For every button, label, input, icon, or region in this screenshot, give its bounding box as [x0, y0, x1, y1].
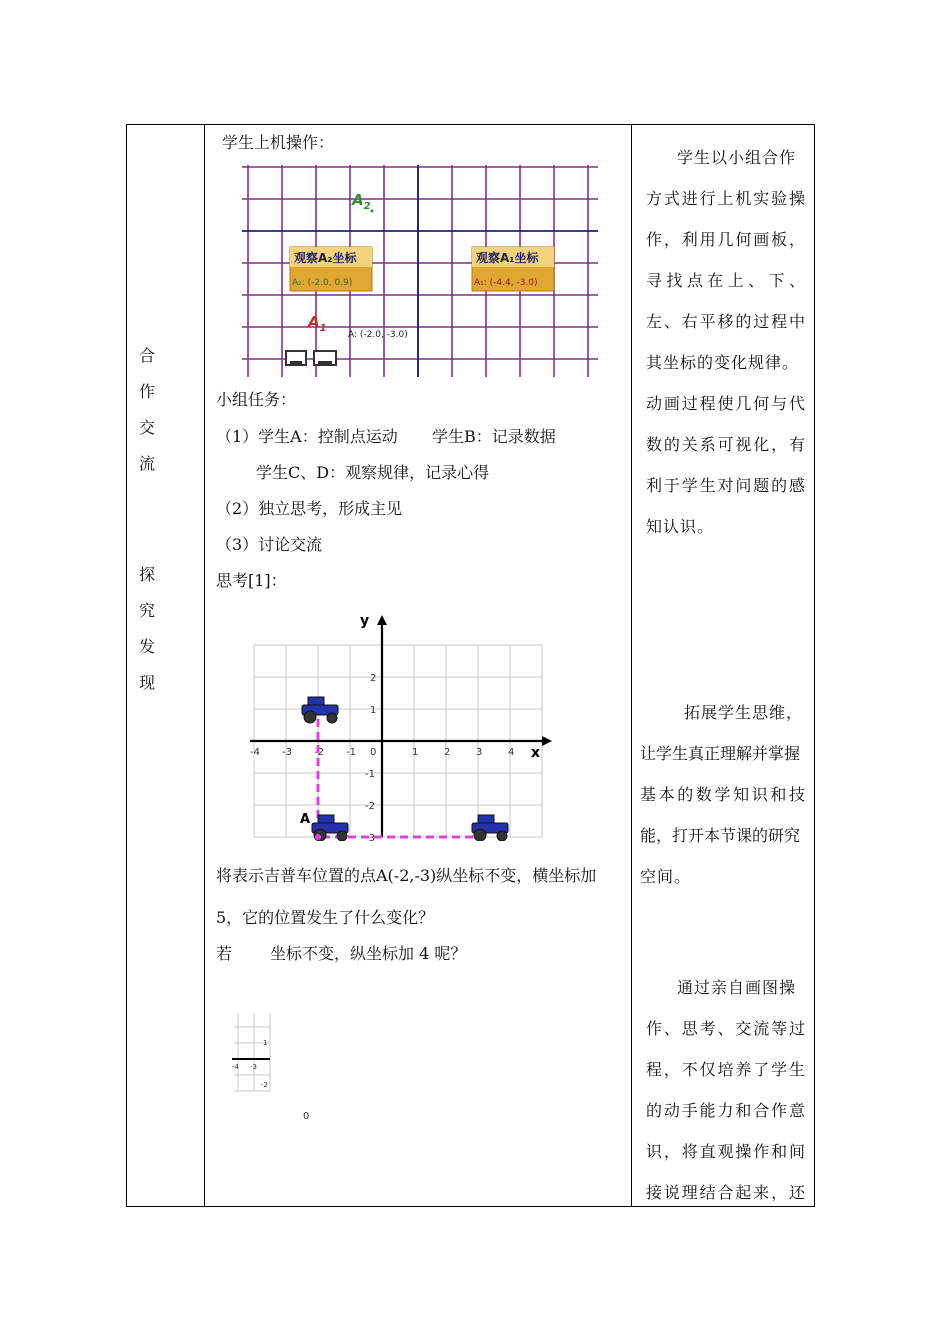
- intent-line: 其坐标的变化规律。: [646, 353, 800, 372]
- activity-column: [206, 125, 632, 1206]
- task2: （2）独立思考，形成主见: [216, 499, 403, 518]
- point-a-marker: [315, 834, 321, 840]
- intent-line: 作，利用几何画板，: [646, 230, 806, 249]
- geometry-sketchpad-screenshot: [242, 161, 598, 379]
- question2-start: 若: [216, 944, 233, 963]
- intent-line: 动画过程使几何与代: [646, 394, 806, 413]
- label-a1: $A_1$: [308, 313, 327, 334]
- intent-line: 让学生真正理解并掌握: [640, 744, 801, 763]
- task1-c: 学生C、D：观察规律，记录心得: [256, 463, 490, 482]
- task3: （3）讨论交流: [216, 535, 323, 554]
- intent-line: 接说理结合起来，还: [646, 1183, 806, 1202]
- design-intent-column: [632, 125, 815, 1206]
- task1-a: （1）学生A：控制点运动: [216, 427, 398, 446]
- x-tick: -4: [250, 747, 260, 758]
- y-tick: -2: [365, 801, 375, 812]
- coordinate-chart: [246, 611, 566, 841]
- coord-a-readout: A: (-2.0, -3.0): [348, 330, 408, 340]
- task1-b: 学生B：记录数据: [432, 427, 556, 446]
- observe-a2-box[interactable]: [290, 247, 372, 291]
- group-task-label: 小组任务：: [216, 390, 297, 409]
- question1-line2: 5，它的位置发生了什么变化？: [216, 908, 435, 927]
- tractor-icon: [302, 697, 338, 723]
- x-axis-label: x: [531, 745, 541, 761]
- intent-line: 空间。: [640, 867, 692, 886]
- y-axis-label: y: [360, 613, 370, 629]
- intent-line: 识，将直观操作和间: [646, 1142, 806, 1161]
- x-tick: -3: [282, 747, 292, 758]
- svg-text:观察A₁坐标: 观察A₁坐标: [476, 251, 539, 265]
- label-a2: $A_2$: [352, 191, 371, 212]
- y-tick: 1: [263, 1039, 268, 1047]
- y-tick: -3: [365, 833, 375, 841]
- intent-line: 知认识。: [646, 517, 715, 536]
- x-tick: 0: [370, 747, 377, 758]
- observe-a1-box[interactable]: [472, 247, 554, 291]
- y-tick: -2: [261, 1081, 268, 1089]
- x-tick: -3: [250, 1063, 257, 1071]
- stage-char: 合: [138, 346, 155, 365]
- translation-path: [318, 719, 478, 837]
- stage-column: [127, 125, 205, 1206]
- x-tick: -1: [346, 747, 356, 758]
- intent-line: 数的关系可视化，有: [646, 435, 806, 454]
- intent-line: 通过亲自画图操: [677, 978, 797, 997]
- stage-char: 探: [138, 565, 155, 584]
- question1-line1: 将表示吉普车位置的点A(-2,-3)纵坐标不变，横坐标加: [216, 866, 597, 885]
- y-tick: 1: [370, 705, 377, 716]
- svg-text:观察A₂坐标: 观察A₂坐标: [294, 251, 357, 265]
- x-tick: 1: [412, 747, 419, 758]
- intent-line: 的动手能力和合作意: [646, 1101, 806, 1120]
- intent-line: 作、思考、交流等过: [646, 1019, 806, 1038]
- intent-line: 左、右平移的过程中: [646, 312, 806, 331]
- stage-char: 流: [138, 454, 155, 473]
- intent-line: 方式进行上机实验操: [646, 189, 806, 208]
- think-label: 思考[1]：: [216, 571, 287, 590]
- stray-zero: 0: [303, 1111, 310, 1121]
- x-tick: -2: [314, 747, 324, 758]
- x-tick: 3: [476, 747, 483, 758]
- intent-line: 寻找点在上、下、: [646, 271, 806, 290]
- x-tick: 4: [508, 747, 515, 758]
- intent-line: 能，打开本节课的研究: [640, 826, 801, 845]
- y-tick: 2: [370, 673, 377, 684]
- stage-char: 交: [138, 418, 155, 437]
- svg-text:A₂: (-2.0, 0.9): A₂: (-2.0, 0.9): [292, 278, 353, 288]
- stage-char: 作: [138, 382, 155, 401]
- point-a-label: A: [300, 812, 311, 827]
- question2-rest: 坐标不变，纵坐标加 4 呢？: [270, 944, 467, 963]
- x-tick: 2: [444, 747, 451, 758]
- stage-char: 究: [138, 601, 155, 620]
- lesson-table: [126, 124, 815, 1207]
- intent-line: 学生以小组合作: [677, 148, 797, 167]
- partial-coordinate-chart: [230, 1011, 330, 1121]
- svg-text:A₁: (-4.4, -3.0): A₁: (-4.4, -3.0): [474, 278, 538, 288]
- y-tick: -1: [365, 769, 375, 780]
- stage-char: 现: [138, 673, 155, 692]
- heading-text: 学生上机操作：: [222, 133, 335, 152]
- y-axis-arrow: [377, 615, 387, 625]
- intent-line: 利于学生对问题的感: [646, 476, 806, 495]
- intent-line: 拓展学生思维，: [684, 703, 804, 722]
- stage-char: 发: [138, 637, 155, 656]
- intent-line: 基本的数学知识和技: [640, 785, 806, 804]
- x-axis-arrow: [542, 736, 552, 746]
- intent-line: 程，不仅培养了学生: [646, 1060, 806, 1079]
- x-tick: -4: [232, 1063, 239, 1071]
